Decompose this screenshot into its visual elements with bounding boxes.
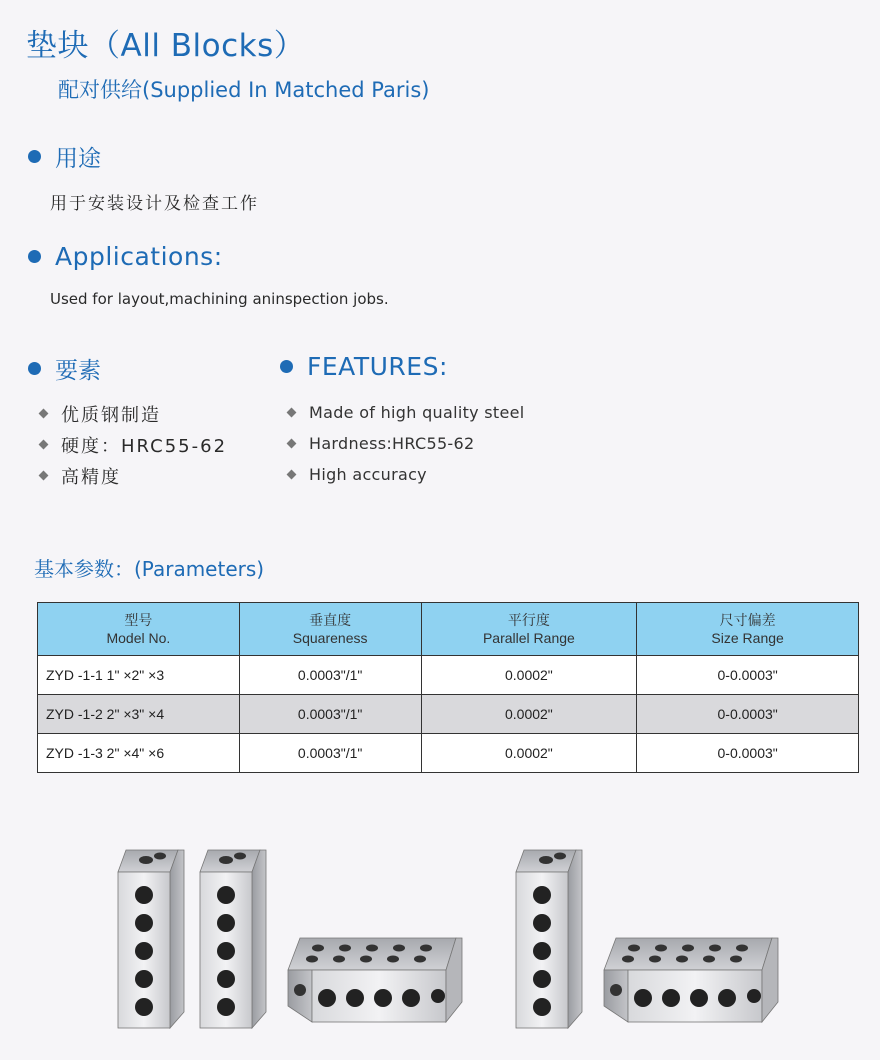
diamond-bullet-icon [287,439,297,449]
page-title: 垫块（All Blocks） [26,28,306,64]
column-header-zh: 型号 [124,612,153,628]
cell-parallel: 0.0002" [421,734,637,773]
diamond-bullet-icon [287,408,297,418]
cell-squareness: 0.0003"/1" [239,734,421,773]
table-row [38,734,859,773]
table-header-row [38,603,859,656]
diamond-bullet-icon [287,470,297,480]
list-item [284,397,525,428]
features-heading-en [280,352,448,381]
feature-text: Hardness:HRC55-62 [309,434,475,453]
column-header-zh: 垂直度 [309,612,352,628]
column-header-size [637,603,859,656]
column-header-en: Parallel Range [482,630,575,646]
cell-model: ZYD -1-2 2" ×3" ×4 [38,695,240,734]
block-photo-standing-1 [118,850,184,1028]
applications-text: Used for layout,machining aninspection jobs. [50,290,389,308]
product-photos [0,820,880,1060]
cell-size: 0-0.0003" [637,656,859,695]
applications-heading-label: Applications: [55,242,223,271]
bullet-dot-icon [28,250,41,263]
feature-text: Made of high quality steel [309,403,525,422]
column-header-en: Squareness [292,630,368,646]
diamond-bullet-icon [39,409,49,419]
diamond-bullet-icon [39,471,49,481]
column-header-zh: 平行度 [507,612,550,628]
cell-parallel: 0.0002" [421,656,637,695]
feature-text: High accuracy [309,465,427,484]
column-header-en: Size Range [711,630,784,646]
features-heading-zh-label: 要素 [55,358,101,384]
parameters-table [37,602,859,773]
block-photo-lying-2 [604,938,778,1022]
bullet-dot-icon [28,150,41,163]
features-heading-zh [28,352,101,385]
cell-size: 0-0.0003" [637,695,859,734]
diamond-bullet-icon [39,440,49,450]
cell-parallel: 0.0002" [421,695,637,734]
usage-heading-zh [28,140,101,173]
block-photo-lying-1 [288,938,462,1022]
cell-model: ZYD -1-1 1" ×2" ×3 [38,656,240,695]
cell-model: ZYD -1-3 2" ×4" ×6 [38,734,240,773]
bullet-dot-icon [280,360,293,373]
applications-heading [28,242,223,271]
feature-text: 硬度：HRC55-62 [61,435,228,457]
cell-squareness: 0.0003"/1" [239,656,421,695]
cell-squareness: 0.0003"/1" [239,695,421,734]
features-heading-en-label: FEATURES: [307,352,448,381]
list-item [36,460,227,491]
feature-text: 优质钢制造 [61,404,161,426]
column-header-parallel [421,603,637,656]
block-photo-standing-3 [516,850,582,1028]
parameters-heading: 基本参数：(Parameters) [34,557,265,581]
column-header-en: Model No. [106,630,171,646]
column-header-zh: 尺寸偏差 [719,612,776,628]
list-item [284,428,525,459]
table-row [38,656,859,695]
features-list-en [284,397,525,490]
list-item [284,459,525,490]
usage-text-zh: 用于安装设计及检查工作 [50,194,259,214]
table-row [38,695,859,734]
cell-size: 0-0.0003" [637,734,859,773]
bullet-dot-icon [28,362,41,375]
feature-text: 高精度 [61,466,121,488]
column-header-squareness [239,603,421,656]
list-item [36,429,227,460]
page-subtitle: 配对供给(Supplied In Matched Paris) [58,78,430,102]
list-item [36,398,227,429]
column-header-model [38,603,240,656]
block-photo-standing-2 [200,850,266,1028]
features-list-zh [36,398,227,491]
usage-heading-zh-label: 用途 [55,146,101,172]
